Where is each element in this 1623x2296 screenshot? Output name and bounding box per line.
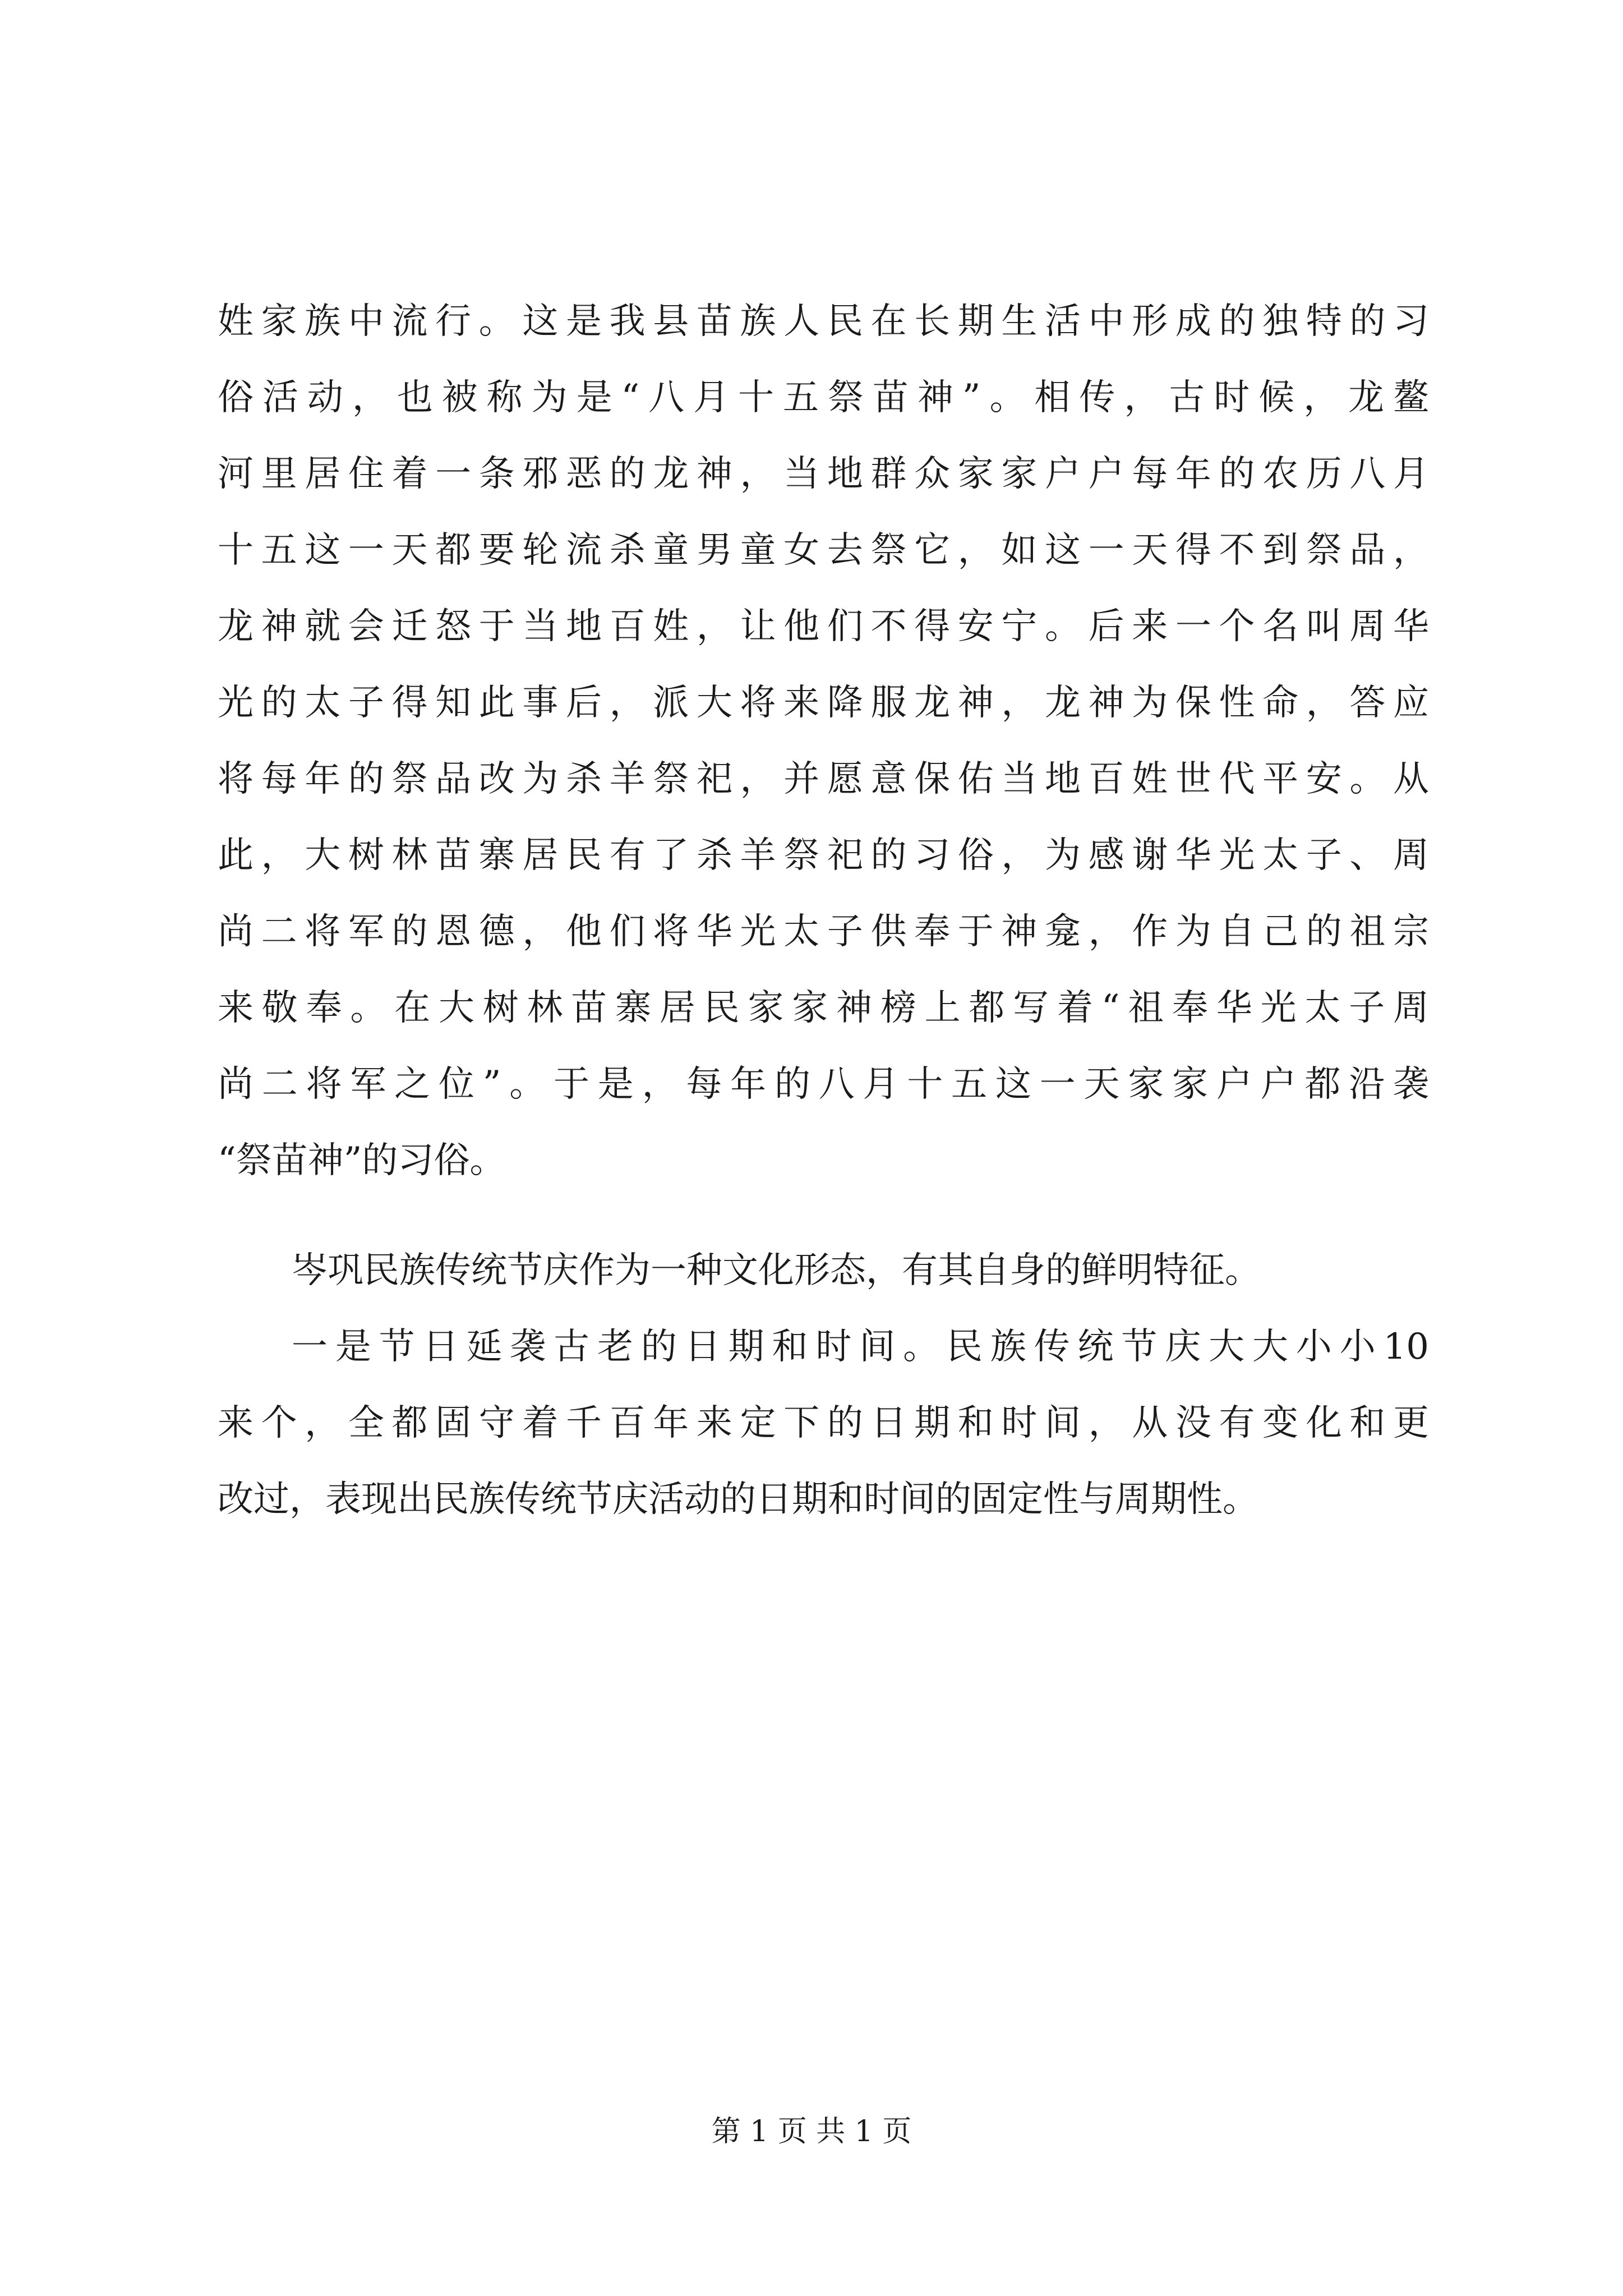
text-line: 光的太子得知此事后，派大将来降服龙神，龙神为保性命，答应 — [218, 682, 1429, 724]
text-line: 十五这一天都要轮流杀童男童女去祭它，如这一天得不到祭品， — [218, 530, 1429, 571]
text-line: 龙神就会迁怒于当地百姓，让他们不得安宁。后来一个名叫周华 — [218, 606, 1429, 647]
text-line: 岑巩民族传统节庆作为一种文化形态，有其自身的鲜明特征。 — [292, 1250, 1261, 1291]
paragraph-spacing — [218, 1199, 1429, 1232]
text-line: 将每年的祭品改为杀羊祭祀，并愿意保佑当地百姓世代平安。从 — [218, 758, 1429, 800]
text-line: 尚二将军之位”。于是，每年的八月十五这一天家家户户都沿袭 — [218, 1064, 1429, 1105]
text-line: 一是节日延袭古老的日期和时间。民族传统节庆大大小小10 — [292, 1326, 1429, 1368]
paragraph — [218, 1309, 1429, 1538]
document-body — [218, 283, 1429, 1538]
text-line: 河里居住着一条邪恶的龙神，当地群众家家户户每年的农历八月 — [218, 453, 1429, 495]
text-line: 改过，表现出民族传统节庆活动的日期和时间的固定性与周期性。 — [218, 1479, 1258, 1520]
paragraph — [218, 283, 1429, 1199]
text-line: 尚二将军的恩德，他们将华光太子供奉于神龛，作为自己的祖宗 — [218, 911, 1429, 953]
text-line: 来个，全都固守着千百年来定下的日期和时间，从没有变化和更 — [218, 1402, 1429, 1444]
text-line: 姓家族中流行。这是我县苗族人民在长期生活中形成的独特的习 — [218, 301, 1429, 342]
text-line: “祭苗神”的习俗。 — [218, 1140, 506, 1181]
text-line: 来敬奉。在大树林苗寨居民家家神榜上都写着“祖奉华光太子周 — [218, 987, 1429, 1029]
paragraph — [218, 1232, 1429, 1309]
page-number-label: 第 1 页 共 1 页 — [711, 2115, 912, 2148]
text-line: 俗活动，也被称为是“八月十五祭苗神”。相传，古时候，龙鳌 — [218, 377, 1429, 418]
page-footer — [0, 2109, 1623, 2154]
text-line: 此，大树林苗寨居民有了杀羊祭祀的习俗，为感谢华光太子、周 — [218, 835, 1429, 876]
